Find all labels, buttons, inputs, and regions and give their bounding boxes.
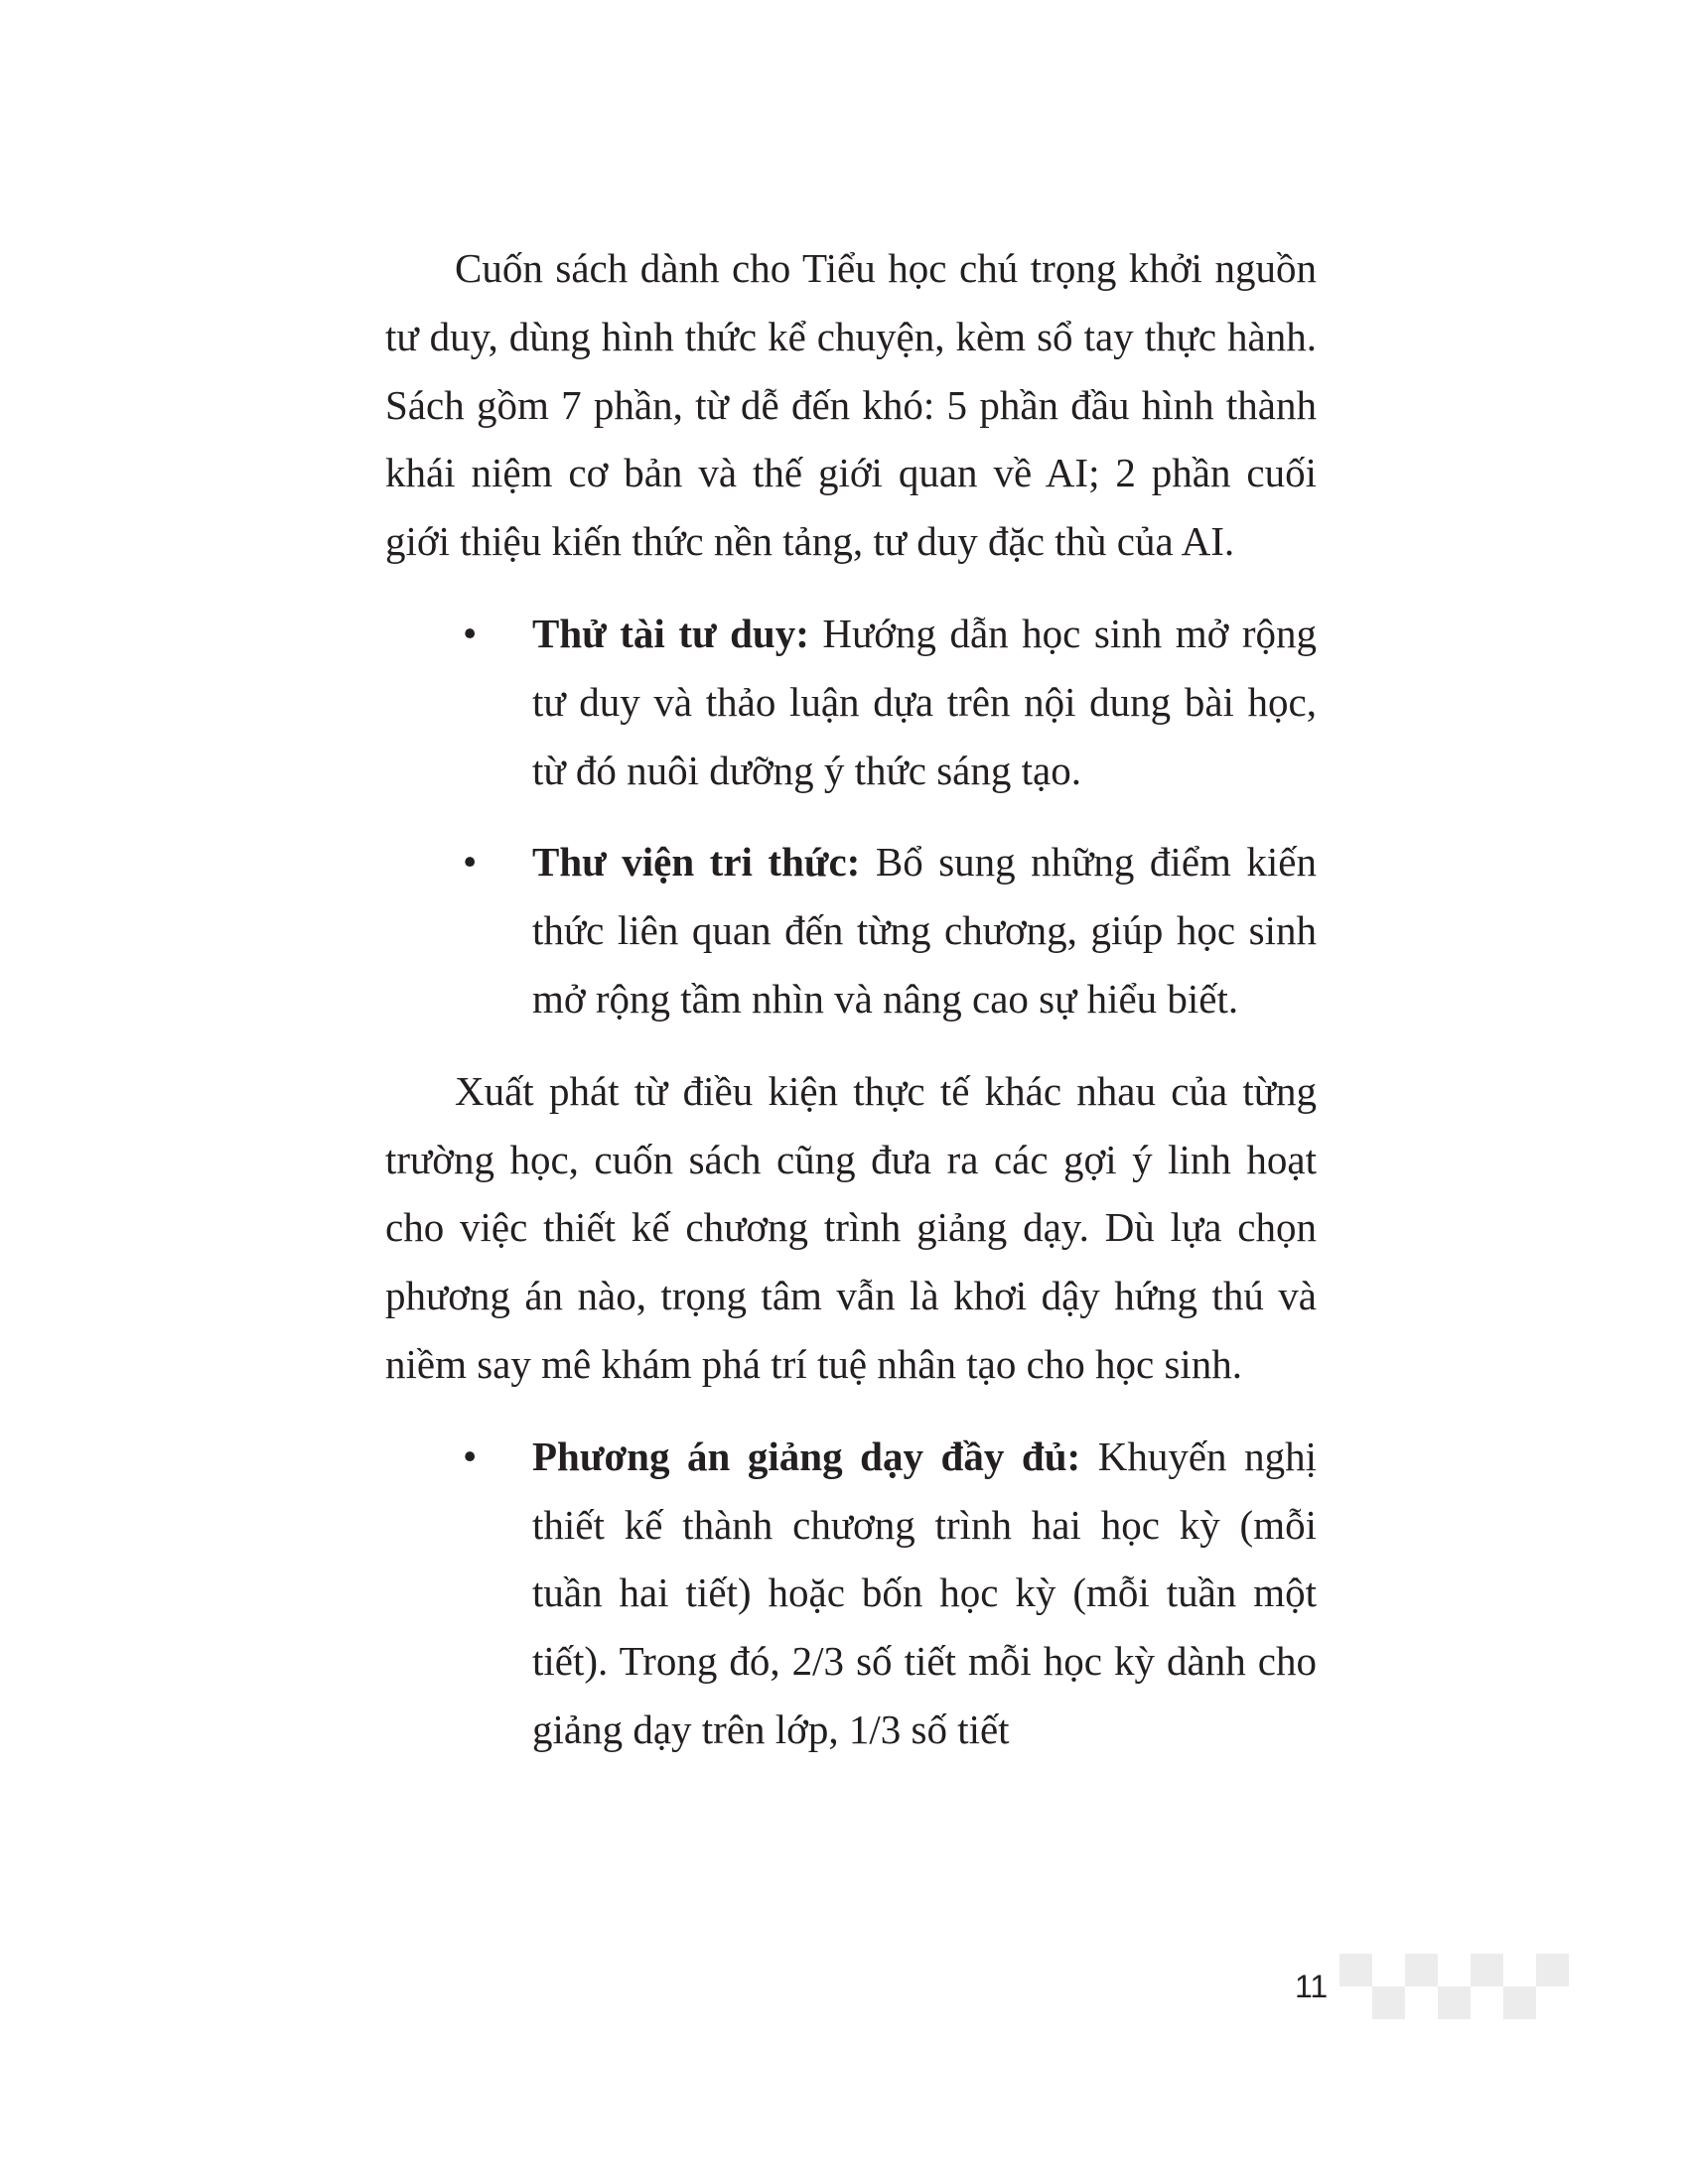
feature-text: Bổ sung những điểm kiến thức liên quan đến từng chương, giúp học sinh mở rộng tầm nhìn và nâng cao sự hiểu biết. <box>532 839 1318 1022</box>
checker-square <box>1405 1954 1438 1986</box>
feature-term: Thư viện tri thức: <box>532 839 861 886</box>
feature-item <box>385 828 1317 1032</box>
checker-square <box>1471 1954 1503 1986</box>
second-paragraph: Xuất phát từ điều kiện thực tế khác nhau của từng trường học, cuốn sách cũng đưa ra các gợi ý linh hoạt cho việc thiết kế chương trình giảng dạy. Dù lựa chọn phương án nào, trọng tâm vẫn là khơi dậy hứng thú và niềm say mê khám phá trí tuệ nhân tạo cho học sinh. <box>385 1067 1317 1387</box>
teaching-option-list <box>385 1423 1317 1764</box>
bullet-icon: • <box>463 610 478 656</box>
feature-term: Thử tài tư duy: <box>532 610 809 656</box>
page-content <box>385 234 1317 1788</box>
teaching-option-term: Phương án giảng dạy đầy đủ: <box>532 1433 1081 1479</box>
bullet-icon: • <box>463 1433 478 1479</box>
bullet-icon: • <box>463 839 478 886</box>
checker-square <box>1536 1954 1569 1986</box>
page-number: 11 <box>1295 1969 1329 2004</box>
feature-text: Hướng dẫn học sinh mở rộng tư duy và thảo luận dựa trên nội dung bài học, từ đó nuôi dưỡng ý thức sáng tạo. <box>532 610 1318 793</box>
intro-paragraph: Cuốn sách dành cho Tiểu học chú trọng khởi nguồn tư duy, dùng hình thức kể chuyện, kèm sổ tay thực hành. Sách gồm 7 phần, từ dễ đến khó: 5 phần đầu hình thành khái niệm cơ bản và thế giới quan về AI; 2 phần cuối giới thiệu kiến thức nền tảng, tư duy đặc thù của AI. <box>385 245 1317 565</box>
teaching-option-text: Khuyến nghị thiết kế thành chương trình hai học kỳ (mỗi tuần hai tiết) hoặc bốn học kỳ (mỗi tuần một tiết). Trong đó, 2/3 số tiết mỗi học kỳ dành cho giảng dạy trên lớp, 1/3 số tiết <box>532 1433 1317 1752</box>
teaching-option-item <box>385 1423 1317 1764</box>
checker-square <box>1438 1986 1471 2019</box>
feature-item <box>385 600 1317 804</box>
checker-square <box>1372 1986 1405 2019</box>
checker-square <box>1503 1986 1536 2019</box>
checker-square <box>1339 1954 1372 1986</box>
feature-list <box>385 600 1317 1033</box>
